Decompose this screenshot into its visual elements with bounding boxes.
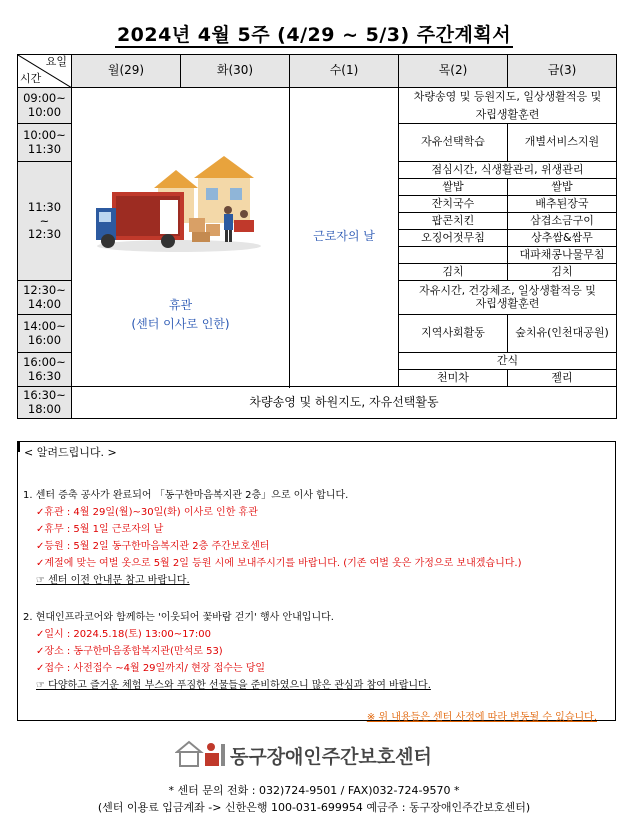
thu-activity: 자유선택학습 <box>399 124 508 162</box>
notice-item1-line4: ✓계절에 맞는 여벌 옷으로 5월 2일 등원 시에 보내주시기를 바랍니다. (기존 여벌 옷은 가정으로 보내겠습니다.) <box>36 558 522 569</box>
menu-thu-6: 김치 <box>399 264 508 281</box>
time-1600: 16:00~ 16:30 <box>18 353 72 387</box>
notice-box <box>17 441 616 721</box>
menu-fri-4: 상추쌈&쌈무 <box>508 230 617 247</box>
corner-day-label: 요일 <box>45 55 67 68</box>
day-header-tue: 화(30) <box>181 55 290 88</box>
thu-fri-afternoon: 자유시간, 건강체조, 일상생활적응 및 자립생활훈련 <box>399 281 617 315</box>
closed-mon-tue <box>72 88 290 387</box>
day-header-mon: 월(29) <box>72 55 181 88</box>
day-header-wed: 수(1) <box>290 55 399 88</box>
menu-fri-5: 대파채콩나물무침 <box>508 247 617 264</box>
time-1400: 14:00~ 16:00 <box>18 315 72 353</box>
corner-time-label: 시간 <box>20 72 42 86</box>
thu-fri-morning: 차량송영 및 등원지도, 일상생활적응 및 자립생활훈련 <box>399 88 617 124</box>
menu-thu-3: 팝콘치킨 <box>399 213 508 230</box>
fri-pm-activity: 숲치유(인천대공원) <box>508 315 617 353</box>
wed-holiday: 근로자의 날 <box>290 88 399 387</box>
time-1000: 10:00~ 11:30 <box>18 124 72 162</box>
notice-item2-line1: ✓일시 : 2024.5.18(토) 13:00~17:00 <box>36 629 211 640</box>
notice-item2-line4: ☞ 다양하고 즐거운 체험 부스와 푸짐한 선물들을 준비하였으니 많은 관심과 참여 바랍니다. <box>36 680 431 691</box>
time-1130: 11:30 ~ 12:30 <box>18 162 72 281</box>
notice-item1-line5: ☞ 센터 이전 안내문 참고 바랍니다. <box>36 575 190 586</box>
time-1630: 16:30~ 18:00 <box>18 387 72 419</box>
notice-marker <box>17 442 20 452</box>
account-info: (센터 이용료 입금계좌 -> 신한은행 100-031-699954 예금주 : 동구장애인주간보호센터) <box>97 801 531 814</box>
time-1230: 12:30~ 14:00 <box>18 281 72 315</box>
notice-item1: 1. 센터 증축 공사가 완료되어 「동구한마음복지관 2층」으로 이사 합니다. <box>23 490 349 501</box>
notice-item2: 2. 현대인프라코어와 함께하는 '이웃되어 꽃바람 걷기' 행사 안내입니다. <box>23 612 334 623</box>
snack-fri: 젤리 <box>508 370 617 387</box>
moving-truck-icon <box>94 148 264 258</box>
notice-heading: < 알려드립니다. > <box>24 446 117 459</box>
menu-fri-3: 삼겹소금구이 <box>508 213 617 230</box>
menu-fri-2: 배추된장국 <box>508 196 617 213</box>
fri-activity: 개별서비스지원 <box>508 124 617 162</box>
notice-item2-line3: ✓접수 : 사전접수 ~4월 29일까지/ 현장 접수는 당일 <box>36 663 266 674</box>
page-title: 2024년 4월 5주 (4/29 ~ 5/3) 주간계획서 <box>116 24 512 46</box>
contact-info: * 센터 문의 전화 : 032)724-9501 / FAX)032-724-9570 * <box>168 784 460 797</box>
menu-fri-1: 쌀밥 <box>508 179 617 196</box>
notice-item1-line3: ✓등원 : 5월 2일 동구한마음복지관 2층 주간보호센터 <box>36 541 270 552</box>
notice-item2-line2: ✓장소 : 동구한마음종합복지관(만석로 53) <box>36 646 223 657</box>
time-0900: 09:00~ 10:00 <box>18 88 72 124</box>
notice-disclaimer: ※ 위 내용들은 센터 사정에 따라 변동될 수 있습니다. <box>366 712 597 723</box>
menu-thu-5 <box>399 247 508 264</box>
menu-fri-6: 김치 <box>508 264 617 281</box>
day-header-thu: 목(2) <box>399 55 508 88</box>
notice-item1-line1: ✓휴관 : 4월 29일(월)~30일(화) 이사로 인한 휴관 <box>36 507 258 518</box>
notice-item1-line2: ✓휴무 : 5월 1일 근로자의 날 <box>36 524 164 535</box>
snack-header: 간식 <box>399 353 617 370</box>
lunch-header: 점심시간, 식생활관리, 위생관리 <box>399 162 617 179</box>
snack-thu: 천미차 <box>399 370 508 387</box>
weekly-plan-table <box>17 54 617 419</box>
menu-thu-2: 잔치국수 <box>399 196 508 213</box>
thu-pm-activity: 지역사회활동 <box>399 315 508 353</box>
day-header-fri: 금(3) <box>508 55 617 88</box>
org-logo-icon <box>175 738 227 768</box>
org-name: 동구장애인주간보호센터 <box>230 746 432 768</box>
menu-thu-4: 오징어젓무침 <box>399 230 508 247</box>
closed-notice: 휴관 (센터 이사로 인한) <box>131 298 230 332</box>
last-row-activity: 차량송영 및 하원지도, 자유선택활동 <box>72 387 617 419</box>
corner-header <box>18 55 72 88</box>
menu-thu-1: 쌀밥 <box>399 179 508 196</box>
